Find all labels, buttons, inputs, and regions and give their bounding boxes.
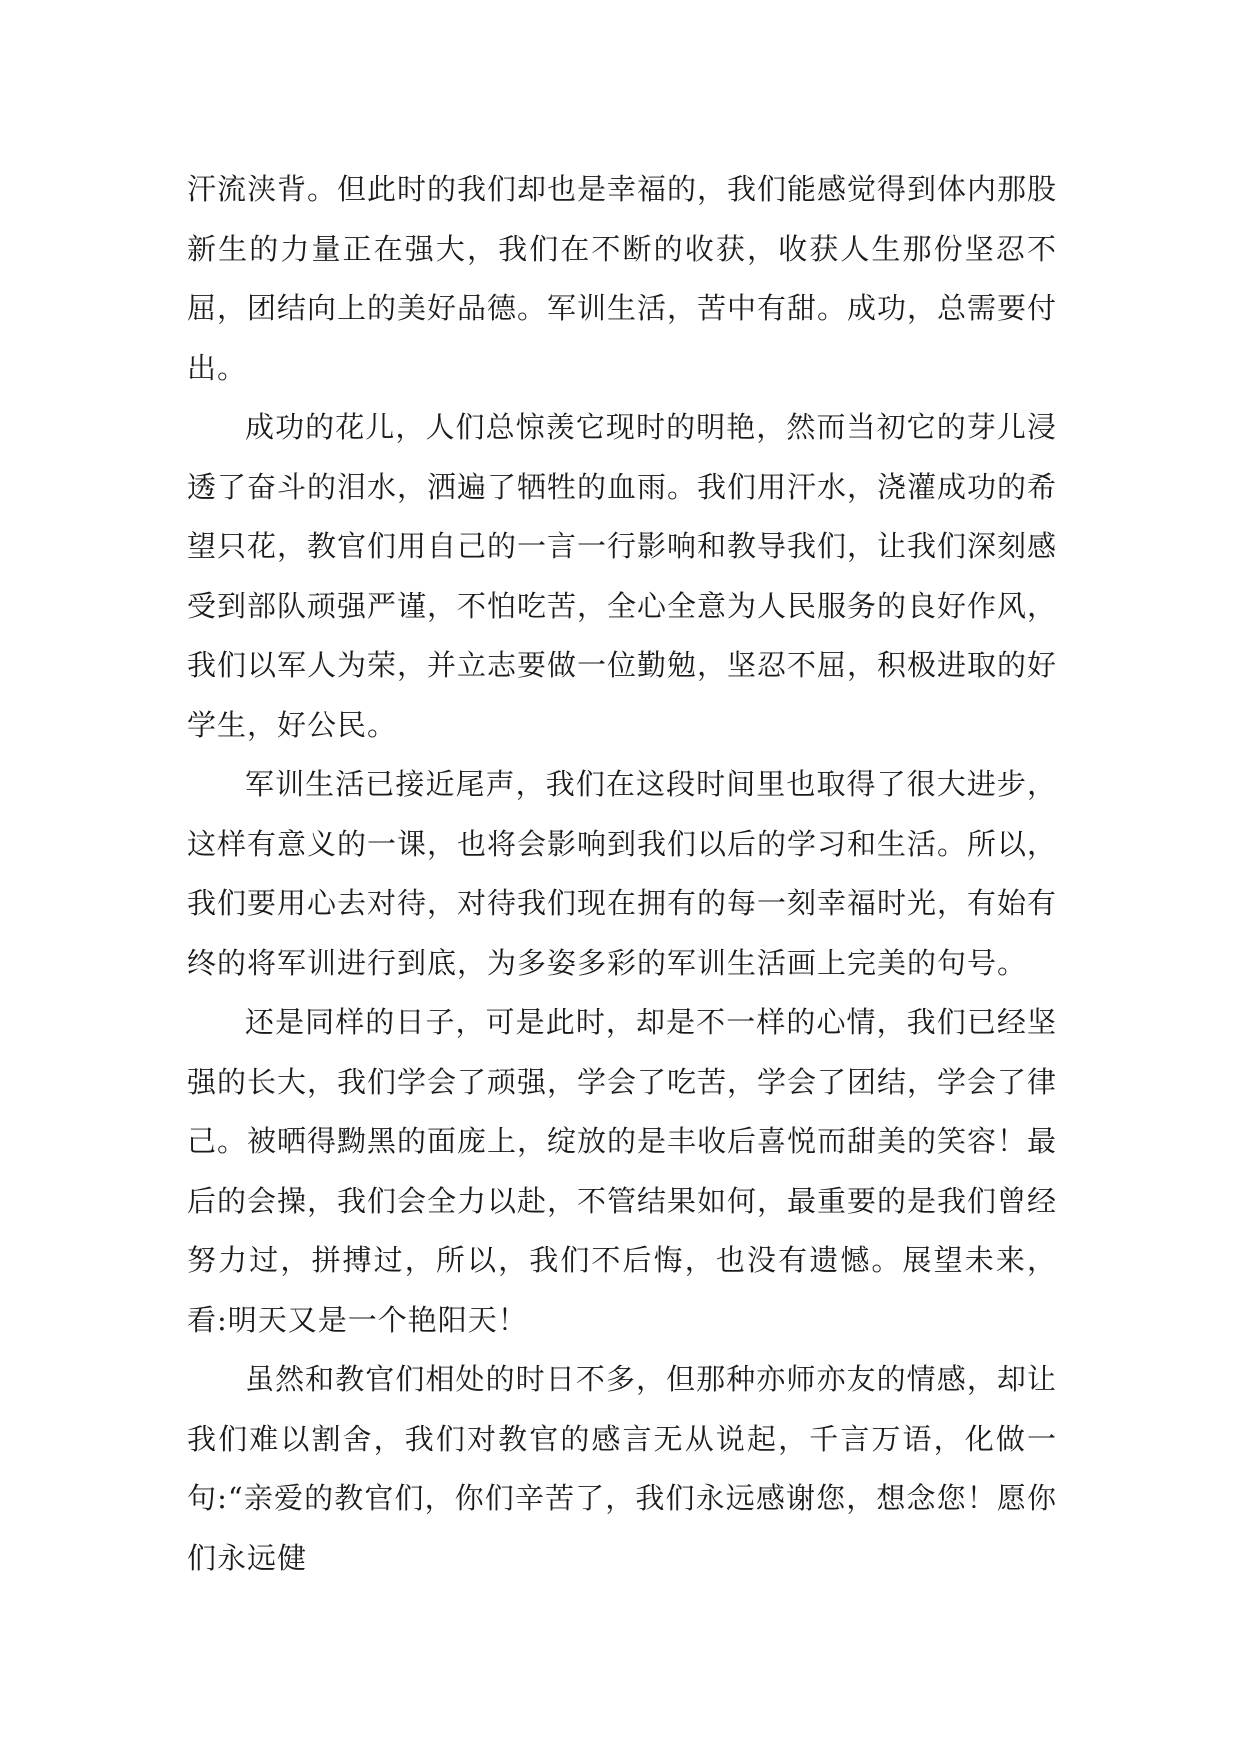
paragraph-2: 成功的花儿，人们总惊羡它现时的明艳，然而当初它的芽儿浸透了奋斗的泪水，洒遍了牺牲的血雨。我们用汗水，浇灌成功的希望只花，教官们用自己的一言一行影响和教导我们，让我们深刻感受到部队顽强严谨，不怕吃苦，全心全意为人民服务的良好作风，我们以军人为荣，并立志要做一位勤勉，坚忍不屈，积极进取的好学生，好公民。 [187, 410, 1058, 742]
paragraph-1: 汗流浃背。但此时的我们却也是幸福的，我们能感觉得到体内那股新生的力量正在强大，我们在不断的收获，收获人生那份坚忍不屈，团结向上的美好品德。军训生活，苦中有甜。成功，总需要付出。 [187, 172, 1058, 385]
paragraph-3: 军训生活已接近尾声，我们在这段时间里也取得了很大进步，这样有意义的一课，也将会影响到我们以后的学习和生活。所以，我们要用心去对待，对待我们现在拥有的每一刻幸福时光，有始有终的将军训进行到底，为多姿多彩的军训生活画上完美的句号。 [187, 767, 1058, 980]
document-body [187, 160, 1057, 1588]
paragraph-4: 还是同样的日子，可是此时，却是不一样的心情，我们已经坚强的长大，我们学会了顽强，学会了吃苦，学会了团结，学会了律己。被晒得黝黑的面庞上，绽放的是丰收后喜悦而甜美的笑容！最后的会操，我们会全力以赴，不管结果如何，最重要的是我们曾经努力过，拼搏过，所以，我们不后悔，也没有遗憾。展望未来，看:明天又是一个艳阳天！ [187, 1005, 1058, 1337]
paragraph-5: 虽然和教官们相处的时日不多，但那种亦师亦友的情感，却让我们难以割舍，我们对教官的感言无从说起，千言万语，化做一句:“亲爱的教官们，你们辛苦了，我们永远感谢您，想念您！愿你们永远健 [187, 1362, 1057, 1575]
